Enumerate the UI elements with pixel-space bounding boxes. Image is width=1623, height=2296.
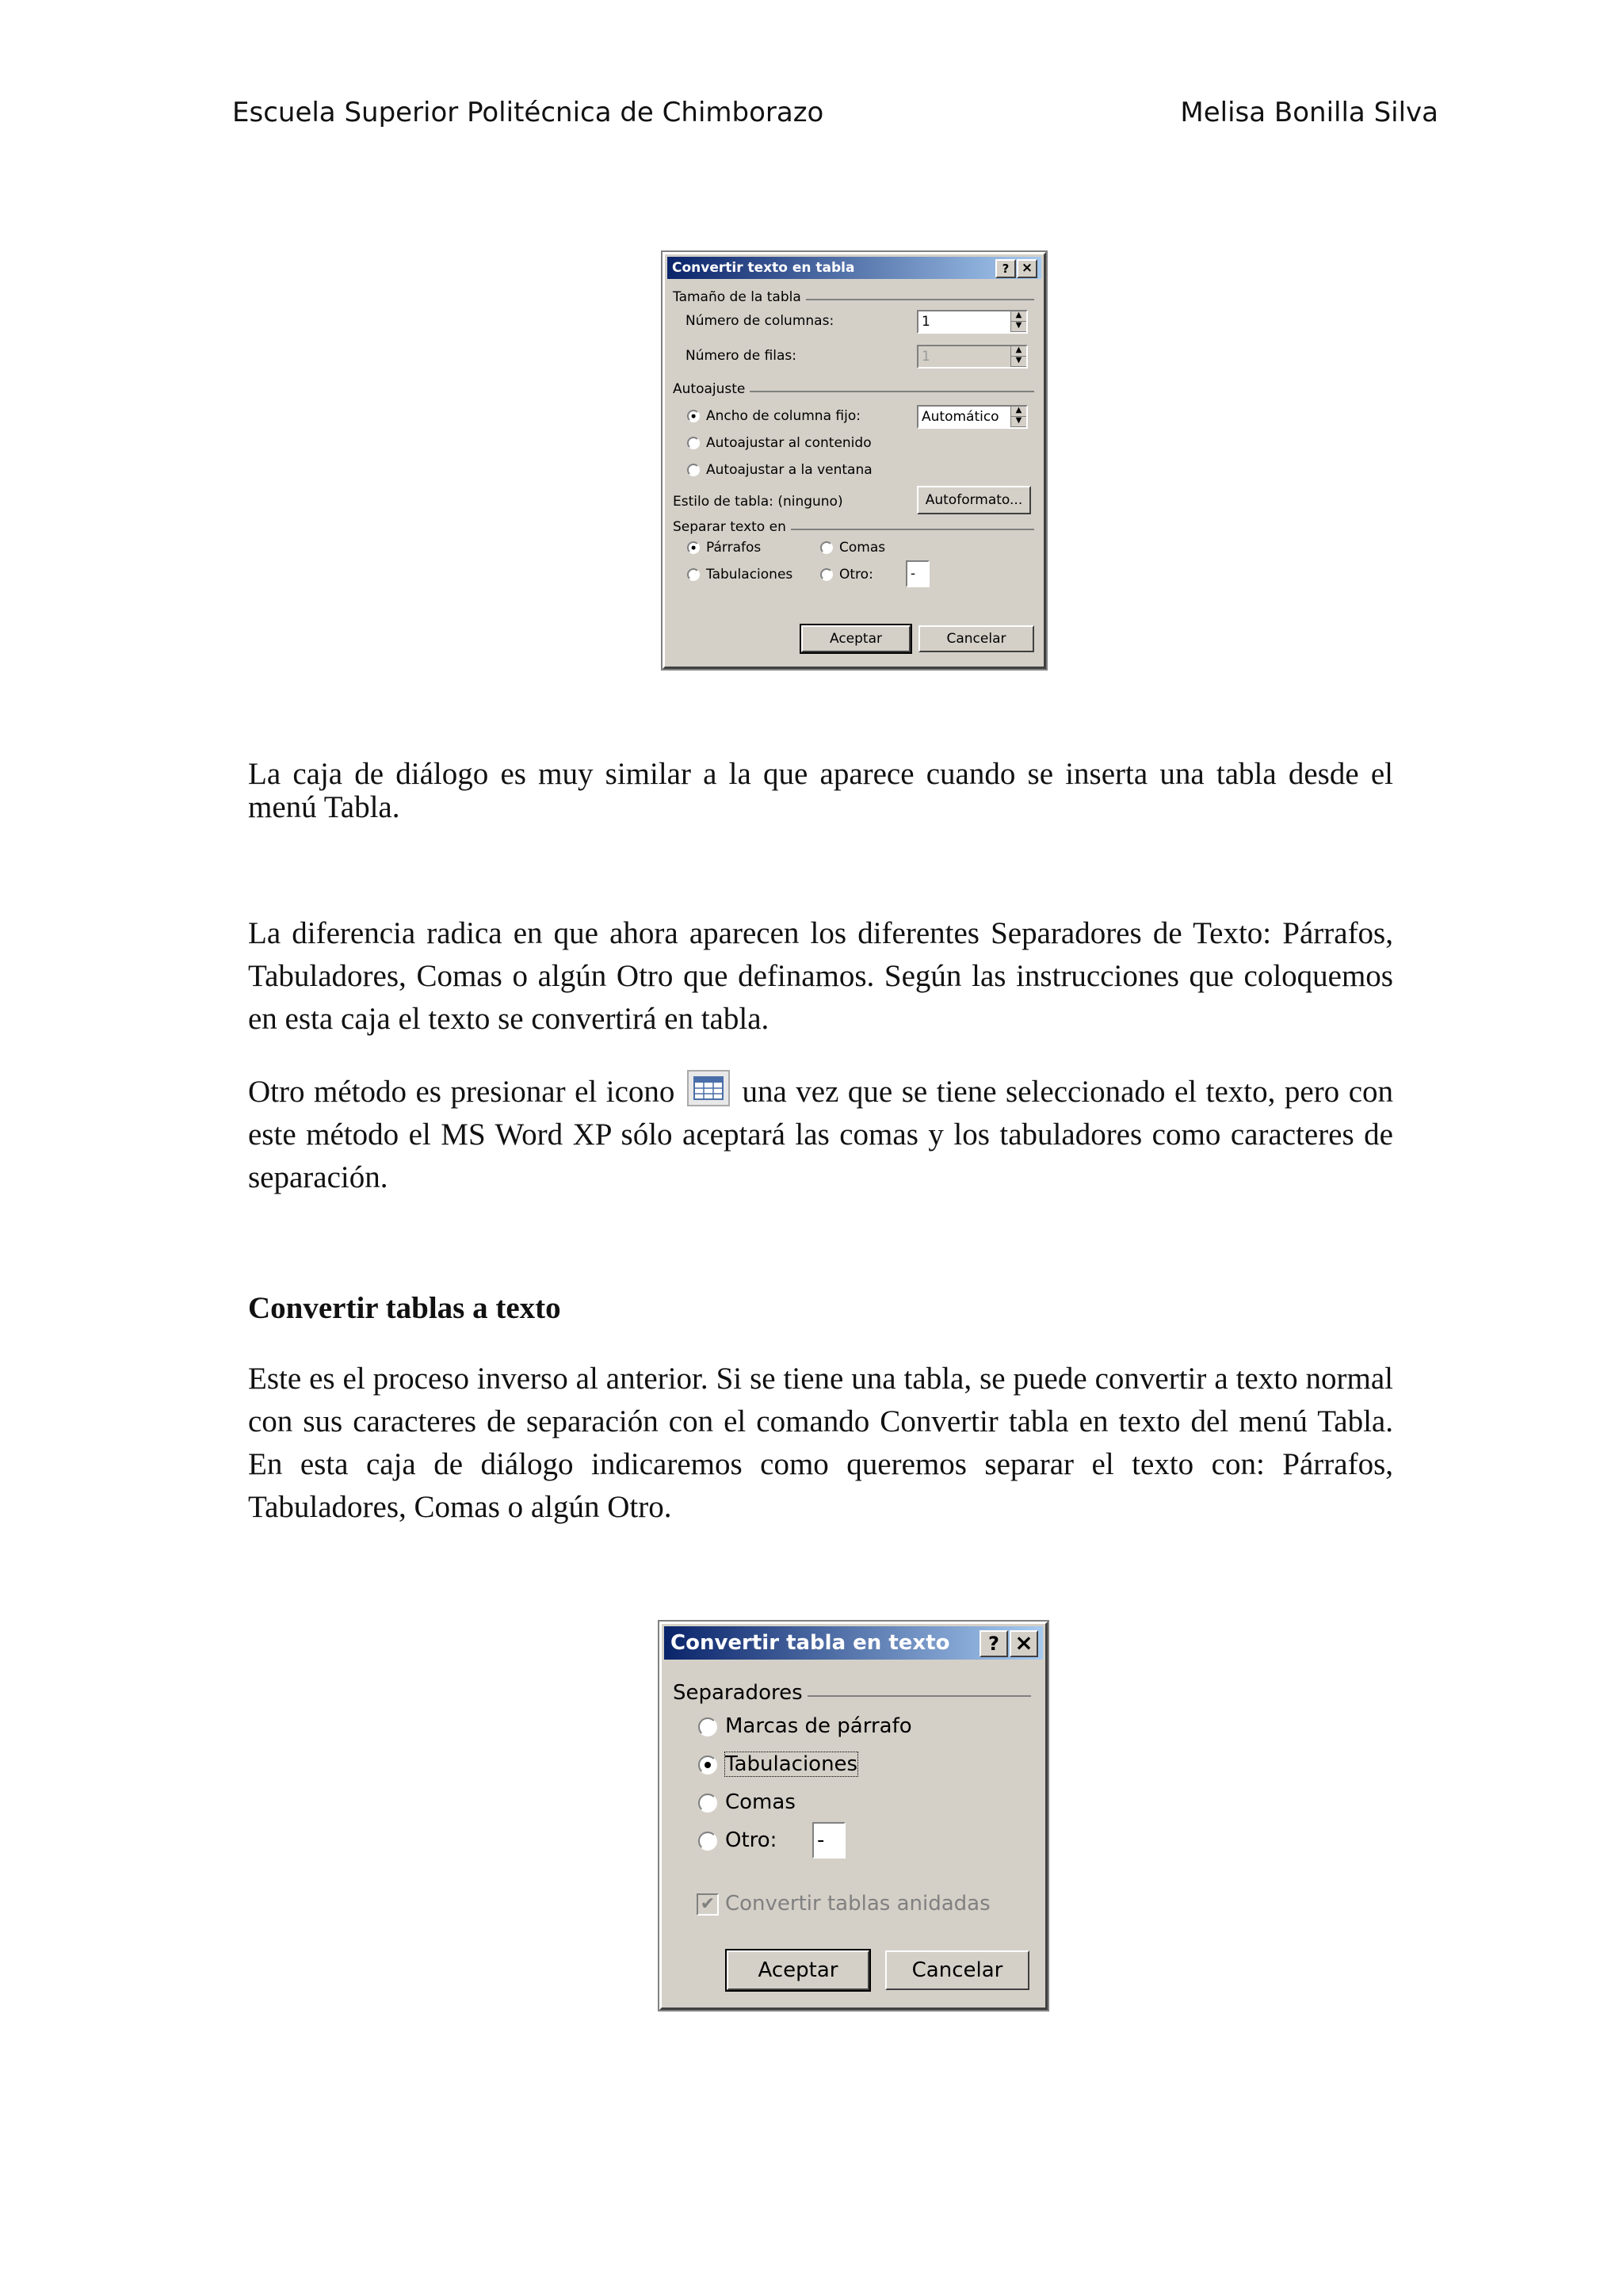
- tabs-radio[interactable]: [687, 568, 700, 581]
- ok-button[interactable]: Aceptar: [801, 625, 911, 652]
- help-icon[interactable]: ?: [980, 1630, 1008, 1657]
- paragraphs-label: Párrafos: [706, 540, 762, 556]
- dialog-titlebar: [667, 257, 1041, 279]
- columns-input[interactable]: 1: [917, 310, 1028, 334]
- fixed-width-input[interactable]: Automático: [917, 405, 1028, 429]
- paragraph-1-text: La caja de diálogo es muy similar a la que aparece cuando se inserta una tabla desde el menú Tabla.: [248, 757, 1393, 824]
- dialog-title: Convertir texto en tabla: [672, 260, 855, 276]
- separate-text-group-label: Separar texto en: [673, 519, 791, 535]
- other-radio[interactable]: [698, 1832, 717, 1851]
- paragraph-marks-label: Marcas de párrafo: [725, 1714, 912, 1738]
- dialog-title: Convertir tabla en texto: [670, 1631, 950, 1655]
- rows-spinner: ▲ ▼: [1010, 346, 1026, 367]
- paragraph-marks-radio[interactable]: [698, 1717, 717, 1736]
- cancel-button[interactable]: Cancelar: [918, 625, 1034, 652]
- header-school: Escuela Superior Politécnica de Chimborazo: [232, 97, 824, 128]
- other-label: Otro:: [839, 567, 873, 583]
- commas-radio[interactable]: [698, 1794, 717, 1813]
- fixed-width-label: Ancho de columna fijo:: [706, 408, 861, 424]
- nested-tables-label: Convertir tablas anidadas: [725, 1892, 991, 1916]
- close-icon[interactable]: ×: [1010, 1630, 1038, 1657]
- header-author: Melisa Bonilla Silva: [1180, 97, 1438, 128]
- commas-label: Comas: [839, 540, 886, 556]
- rows-input: 1: [917, 345, 1028, 369]
- convert-text-to-table-dialog: [663, 252, 1046, 669]
- paragraph-3-start: Otro método es presionar el icono: [248, 1075, 675, 1109]
- paragraphs-radio[interactable]: [687, 541, 700, 554]
- paragraph-4: Este es el proceso inverso al anterior. Si se tiene una tabla, se puede convertir a texto normal con sus caracteres de separación con el comando Convertir tabla en texto del menú Tabla. En esta caja de diálogo indicaremos como queremos separar el texto con: Párrafos, Tabuladores, Comas o algún Otro.: [248, 1362, 1393, 1524]
- commas-label: Comas: [725, 1790, 796, 1814]
- close-icon[interactable]: ×: [1017, 259, 1037, 278]
- columns-spinner[interactable]: ▲ ▼: [1010, 311, 1026, 332]
- insert-table-icon: [687, 1070, 730, 1106]
- separators-group-label: Separadores: [673, 1681, 808, 1705]
- autoformat-button[interactable]: Autoformato...: [917, 486, 1031, 514]
- other-label: Otro:: [725, 1828, 777, 1852]
- paragraph-3: [248, 1070, 1393, 1199]
- paragraph-1: [248, 758, 1393, 824]
- other-input[interactable]: -: [812, 1822, 846, 1859]
- section-heading: Convertir tablas a texto: [248, 1291, 561, 1325]
- other-radio[interactable]: [820, 568, 833, 581]
- autofit-content-radio[interactable]: [687, 437, 700, 449]
- table-style-label: Estilo de tabla: (ninguno): [673, 494, 843, 510]
- table-size-group-label: Tamaño de la tabla: [673, 289, 806, 305]
- paragraph-2: La diferencia radica en que ahora aparecen los diferentes Separadores de Texto: Párrafos, Tabuladores, Comas o algún Otro que definamos. Según las instrucciones que coloquemos en esta caja el texto se convertirá en tabla.: [248, 916, 1393, 1036]
- autofit-window-radio[interactable]: [687, 464, 700, 476]
- columns-label: Número de columnas:: [685, 313, 834, 329]
- tabs-label: Tabulaciones: [725, 1752, 858, 1776]
- help-icon[interactable]: ?: [995, 259, 1016, 278]
- autofit-content-label: Autoajustar al contenido: [706, 435, 872, 451]
- convert-table-to-text-dialog: [659, 1622, 1048, 2010]
- cancel-button[interactable]: Cancelar: [885, 1950, 1029, 1990]
- commas-radio[interactable]: [820, 541, 833, 554]
- autofit-group-label: Autoajuste: [673, 381, 750, 397]
- dialog-titlebar: [664, 1626, 1043, 1660]
- autofit-window-label: Autoajustar a la ventana: [706, 462, 873, 478]
- other-input[interactable]: -: [906, 560, 930, 587]
- rows-label: Número de filas:: [685, 348, 797, 364]
- fixed-width-spinner[interactable]: ▲ ▼: [1010, 407, 1026, 427]
- paragraph-3-end: una vez que se tiene seleccionado el texto, pero con este método el MS Word XP sólo aceptará las comas y los tabuladores como caracteres de separación.: [248, 1075, 1394, 1194]
- fixed-width-radio[interactable]: [687, 410, 700, 422]
- tabs-radio[interactable]: [698, 1755, 717, 1775]
- ok-button[interactable]: Aceptar: [727, 1950, 869, 1990]
- tabs-label: Tabulaciones: [706, 567, 793, 583]
- nested-tables-checkbox: ✔: [697, 1893, 719, 1916]
